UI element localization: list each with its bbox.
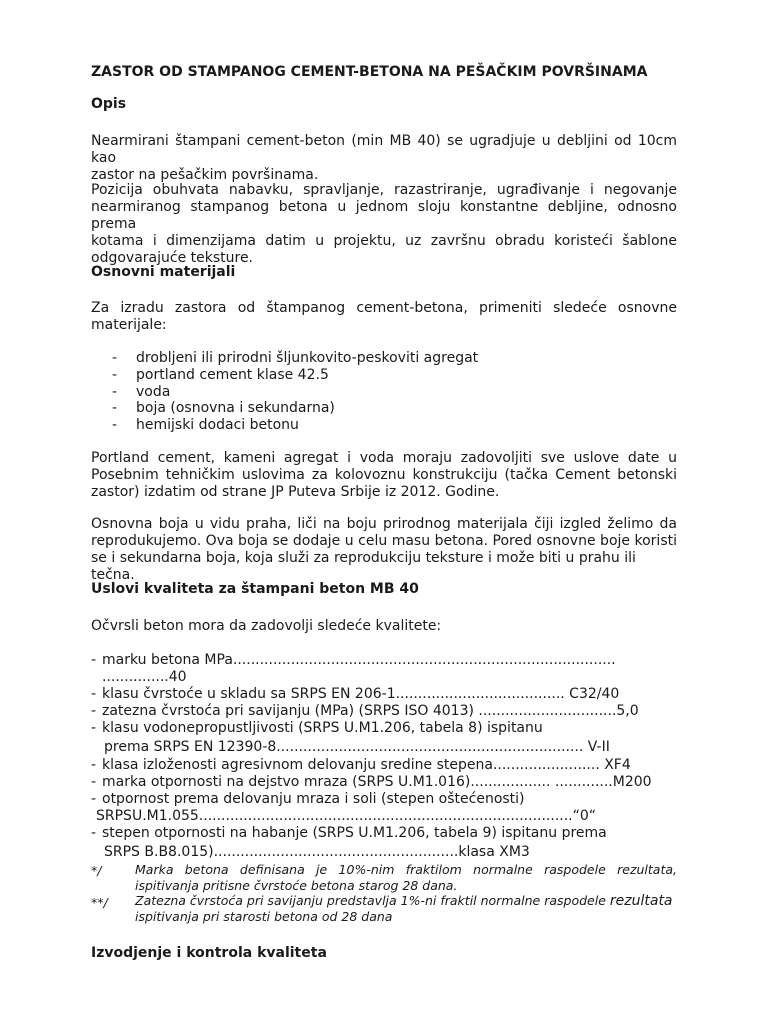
paragraph-materials-intro (91, 300, 677, 334)
footnote-line: ispitivanja pri starosti betona od 28 dana (135, 909, 393, 924)
list-item: zatezna čvrstoća pri savijanju (MPa) (SRPS ISO 4013) ...............................5,0 (102, 703, 639, 719)
footnote-line-part: Zatezna čvrstoća pri savijanju predstavlja 1%-ni fraktil normalne raspodele (135, 893, 606, 908)
footnote-line (135, 893, 677, 909)
list-bullet: - (91, 791, 97, 807)
list-bullet: - (112, 400, 118, 416)
list-bullet: - (112, 384, 118, 400)
footnote-line-part: rezultata (609, 893, 673, 909)
paragraph-opis-2 (91, 182, 677, 267)
list-bullet: - (91, 757, 97, 773)
paragraph-opis-1 (91, 133, 677, 184)
section-heading-execution: Izvodjenje i kontrola kvaliteta (91, 945, 327, 961)
paragraph-line: Osnovna boja u vidu praha, liči na boju prirodnog materijala čiji izgled želimo da (91, 516, 677, 532)
paragraph-line: zastor na pešačkim površinama. (91, 167, 319, 183)
list-item: marka otpornosti na dejstvo mraza (SRPS U.M1.016).................. .............M200 (102, 774, 652, 790)
list-bullet: - (112, 367, 118, 383)
list-item: klasu vodonepropustljivosti (SRPS U.M1.206, tabela 8) ispitanu (102, 720, 543, 736)
list-bullet: - (91, 703, 97, 719)
list-item: stepen otpornosti na habanje (SRPS U.M1.206, tabela 9) ispitanu prema (102, 825, 607, 841)
paragraph-line: Portland cement, kameni agregat i voda moraju zadovoljiti sve uslove date u (91, 450, 677, 466)
paragraph-line: se i sekundarna boja, koja služi za reprodukciju teksture i može biti u prahu ili tečna. (91, 550, 636, 583)
list-item: klasa izloženosti agresivnom delovanju sredine stepena........................ XF4 (102, 757, 631, 773)
paragraph-line: nearmiranog stampanog betona u jednom sloju konstantne debljine, odnosno prema (91, 199, 677, 232)
paragraph-line: Posebnim tehničkim uslovima za kolovoznu konstrukciju (tačka Cement betonski (91, 467, 677, 483)
list-bullet: - (91, 720, 97, 736)
paragraph-line: odgovarajuće teksture. (91, 250, 254, 266)
paragraph-line: zastor) izdatim od strane JP Puteva Srbije iz 2012. Godine. (91, 484, 500, 500)
list-item: portland cement klase 42.5 (136, 367, 329, 383)
list-bullet: - (112, 350, 118, 366)
paragraph-line: reprodukujemo. Ova boja se dodaje u celu masu betona. Pored osnovne boje koristi (91, 533, 677, 549)
footnote-text (135, 893, 677, 925)
list-item-continuation: prema SRPS EN 12390-8..................................................................... V-II (104, 739, 610, 755)
list-bullet: - (91, 686, 97, 702)
section-heading-materials: Osnovni materijali (91, 264, 236, 280)
footnote-marker: */ (91, 863, 102, 878)
list-bullet: - (91, 652, 97, 668)
footnote-text (135, 862, 677, 894)
list-item: klasu čvrstoće u skladu sa SRPS EN 206-1...................................... C32/40 (102, 686, 620, 702)
section-heading-opis: Opis (91, 96, 127, 112)
list-item: boja (osnovna i sekundarna) (136, 400, 335, 416)
list-item: drobljeni ili prirodni šljunkovito-peskoviti agregat (136, 350, 479, 366)
list-bullet: - (112, 417, 118, 433)
paragraph-line: kotama i dimenzijama datim u projektu, uz završnu obradu koristeći šablone (91, 233, 677, 249)
list-bullet: - (91, 825, 97, 841)
paragraph-line: materijale: (91, 317, 167, 333)
paragraph-materials-3 (91, 450, 677, 501)
list-item: voda (136, 384, 171, 400)
list-item-continuation: ...............40 (102, 669, 187, 685)
list-item: hemijski dodaci betonu (136, 417, 299, 433)
footnote-line: ispitivanja pritisne čvrstoće betona starog 28 dana. (135, 878, 458, 893)
list-item: otpornost prema delovanju mraza i soli (stepen oštećenosti) (102, 791, 525, 807)
paragraph-line: Nearmirani štampani cement-beton (min MB 40) se ugradjuje u debljini od 10cm kao (91, 133, 677, 166)
paragraph-line: Pozicija obuhvata nabavku, spravljanje, razastriranje, ugrađivanje i negovanje (91, 182, 677, 198)
list-bullet: - (91, 774, 97, 790)
footnote-line: Marka betona definisana je 10%-nim fraktilom normalne raspodele rezultata, (135, 862, 677, 877)
list-item-continuation: SRPSU.M1.055....................................................................................“0“ (96, 808, 597, 824)
paragraph-materials-4 (91, 516, 677, 584)
footnote-marker: **/ (91, 895, 108, 910)
list-item: marku betona MPa...................................................................................... (102, 652, 616, 668)
paragraph-line: Za izradu zastora od štampanog cement-betona, primeniti sledeće osnovne (91, 300, 677, 316)
section-heading-quality: Uslovi kvaliteta za štampani beton MB 40 (91, 581, 419, 597)
list-item-continuation: SRPS B.B8.015).......................................................klasa XM3 (104, 844, 530, 860)
paragraph-quality-intro: Očvrsli beton mora da zadovolji sledeće kvalitete: (91, 618, 442, 634)
document-title: ZASTOR OD STAMPANOG CEMENT-BETONA NA PEŠAČKIM POVRŠINAMA (91, 64, 648, 80)
